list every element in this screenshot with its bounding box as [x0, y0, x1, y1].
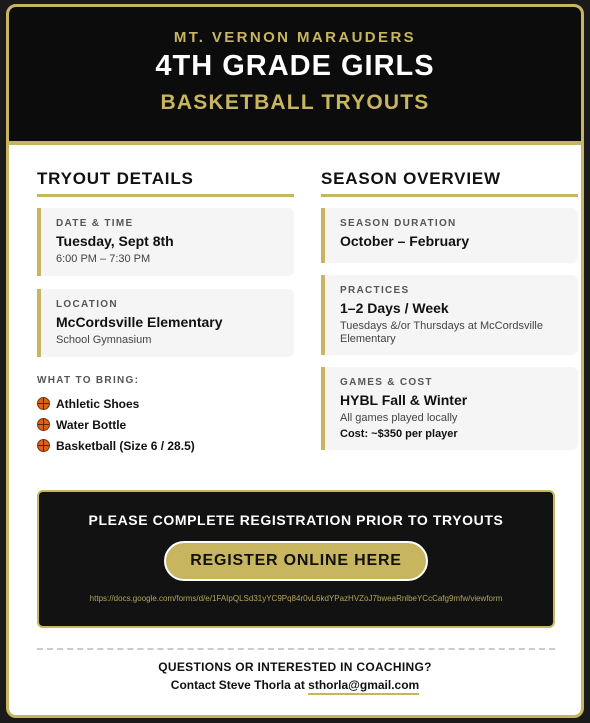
duration-label: SEASON DURATION	[340, 218, 457, 229]
flyer-subtitle: BASKETBALL TRYOUTS	[160, 91, 430, 114]
tryout-details-heading: TRYOUT DETAILS	[37, 169, 294, 197]
datetime-main: Tuesday, Sept 8th	[56, 233, 174, 249]
basketball-icon	[37, 439, 50, 452]
contact-question: QUESTIONS OR INTERESTED IN COACHING?	[158, 660, 432, 674]
season-overview-heading: SEASON OVERVIEW	[321, 169, 578, 197]
location-sub: School Gymnasium	[56, 334, 152, 346]
flyer-title: 4TH GRADE GIRLS	[155, 50, 435, 82]
flyer-frame	[6, 4, 584, 718]
games-cost-card	[321, 367, 578, 450]
contact-prefix: Contact Steve Thorla at	[170, 678, 305, 692]
games-cost: Cost: ~$350 per player	[340, 428, 458, 441]
bring-item-label: Basketball (Size 6 / 28.5)	[56, 438, 195, 453]
tryout-details-column	[37, 169, 294, 453]
basketball-icon	[37, 397, 50, 410]
season-duration-card	[321, 208, 578, 263]
location-card	[37, 289, 294, 357]
location-label: LOCATION	[56, 299, 118, 310]
team-name: MT. VERNON MARAUDERS	[173, 29, 417, 46]
registration-url-link[interactable]: https://docs.google.com/forms/d/e/1FAIpQLSd31yYC9Pq84r0vL6kdYPazHVZoJ7bweaRnlbeYCcCafg9mfw/viewform	[89, 594, 503, 603]
games-sub: All games played locally	[340, 412, 458, 424]
practices-label: PRACTICES	[340, 285, 410, 296]
bring-item-label: Athletic Shoes	[56, 396, 140, 411]
list-item	[37, 414, 195, 435]
contact-section	[9, 660, 581, 692]
section-divider	[37, 648, 555, 650]
practices-sub: Tuesdays &/or Thursdays at McCordsville Elementary	[340, 320, 543, 346]
games-label: GAMES & COST	[340, 377, 433, 388]
basketball-icon	[37, 418, 50, 431]
registration-title: PLEASE COMPLETE REGISTRATION PRIOR TO TRYOUTS	[88, 512, 504, 528]
duration-main: October – February	[340, 233, 470, 249]
datetime-label: DATE & TIME	[56, 218, 134, 229]
registration-panel	[37, 490, 555, 628]
practices-main: 1–2 Days / Week	[340, 300, 449, 316]
datetime-card	[37, 208, 294, 276]
list-item	[37, 393, 195, 414]
practices-card	[321, 275, 578, 355]
flyer-header	[9, 7, 581, 145]
location-main: McCordsville Elementary	[56, 314, 223, 330]
what-to-bring-label: WHAT TO BRING:	[37, 375, 140, 386]
season-overview-column	[321, 169, 578, 441]
what-to-bring-list	[37, 393, 195, 456]
list-item	[37, 435, 195, 456]
contact-line	[9, 678, 581, 692]
register-online-button[interactable]: REGISTER ONLINE HERE	[164, 541, 428, 581]
contact-email-link[interactable]: sthorla@gmail.com	[308, 678, 419, 695]
bring-item-label: Water Bottle	[56, 417, 127, 432]
datetime-sub: 6:00 PM – 7:30 PM	[56, 253, 151, 265]
games-main: HYBL Fall & Winter	[340, 392, 468, 408]
details-columns	[9, 145, 581, 475]
